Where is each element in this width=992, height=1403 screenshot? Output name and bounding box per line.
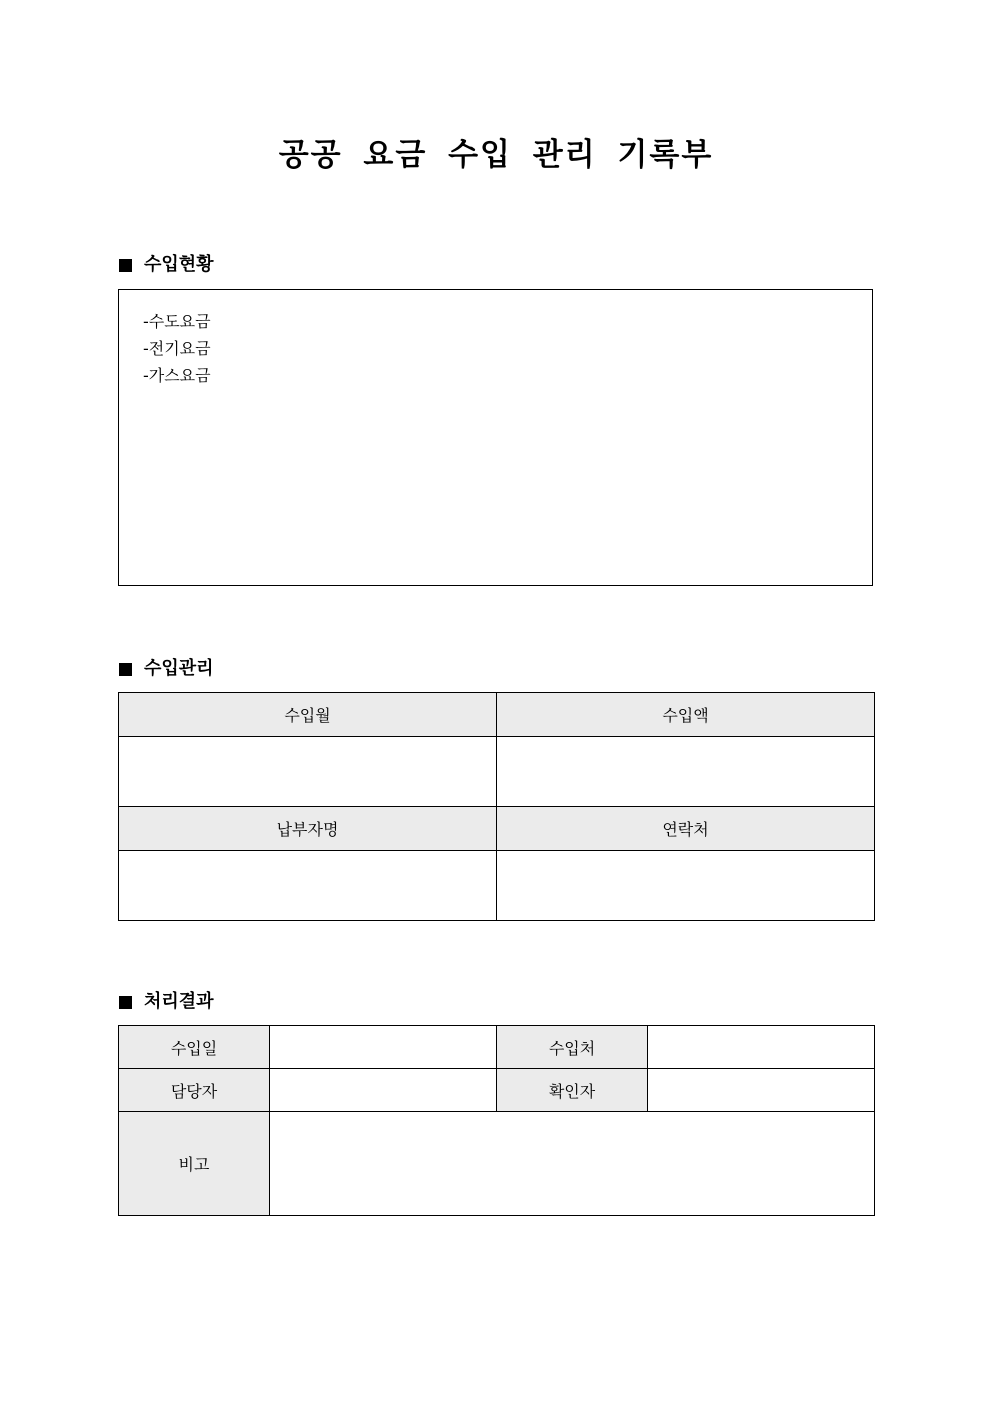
result-section-heading: [119, 990, 214, 1014]
remarks-label: 비고: [119, 1112, 270, 1216]
income-month-label: 수입월: [119, 693, 497, 737]
square-bullet-icon: [119, 259, 132, 272]
contact-label: 연락처: [497, 807, 875, 851]
income-date-field[interactable]: [270, 1026, 497, 1069]
checker-field[interactable]: [648, 1069, 875, 1112]
status-line-gas: -가스요금: [143, 366, 211, 385]
status-box[interactable]: [118, 289, 873, 586]
status-line-electric: -전기요금: [143, 339, 211, 358]
contact-field[interactable]: [497, 851, 875, 921]
management-table: [118, 692, 875, 921]
status-heading-text: 수입현황: [144, 254, 214, 275]
manager-field[interactable]: [270, 1069, 497, 1112]
square-bullet-icon: [119, 996, 132, 1009]
management-heading-text: 수입관리: [144, 658, 214, 679]
income-source-field[interactable]: [648, 1026, 875, 1069]
result-heading-text: 처리결과: [144, 991, 214, 1012]
income-amount-label: 수입액: [497, 693, 875, 737]
payer-name-field[interactable]: [119, 851, 497, 921]
management-section-heading: [119, 657, 214, 681]
income-source-label: 수입처: [497, 1026, 648, 1069]
status-line-water: -수도요금: [143, 312, 211, 331]
square-bullet-icon: [119, 663, 132, 676]
status-section-heading: [119, 253, 214, 277]
income-amount-field[interactable]: [497, 737, 875, 807]
page-title: 공공 요금 수입 관리 기록부: [278, 137, 714, 173]
income-date-label: 수입일: [119, 1026, 270, 1069]
result-table: [118, 1025, 875, 1216]
manager-label: 담당자: [119, 1069, 270, 1112]
checker-label: 확인자: [497, 1069, 648, 1112]
payer-name-label: 납부자명: [119, 807, 497, 851]
remarks-field[interactable]: [270, 1112, 875, 1216]
income-month-field[interactable]: [119, 737, 497, 807]
